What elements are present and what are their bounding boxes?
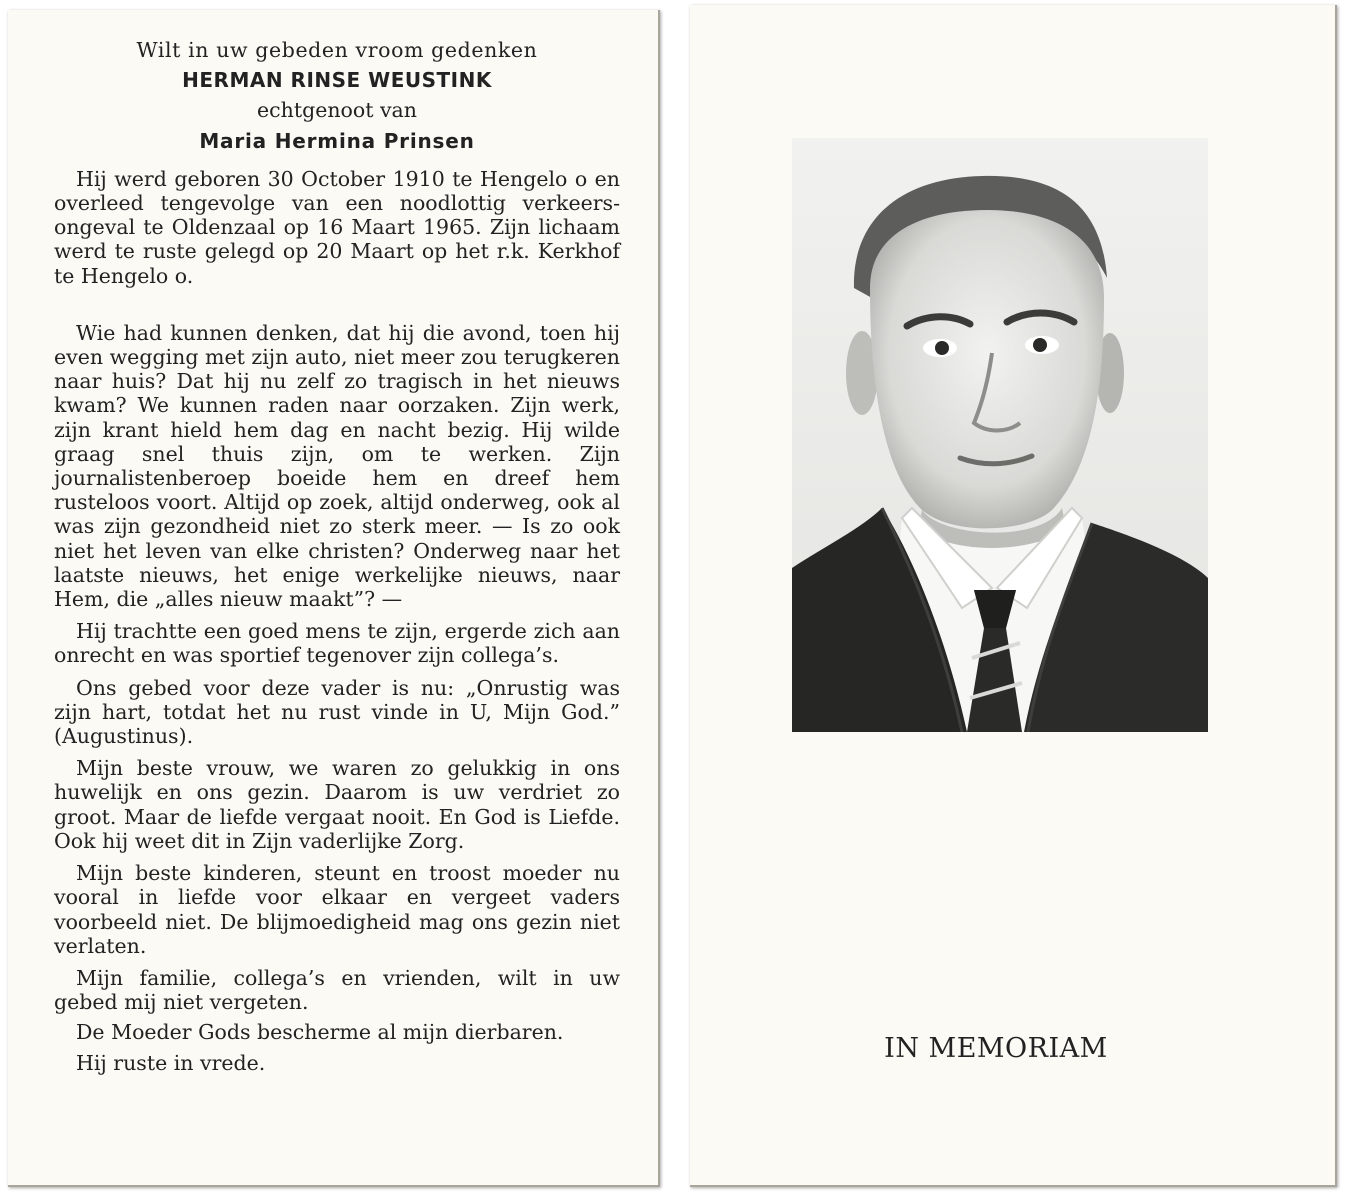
- deceased-name: HERMAN RINSE WEUSTINK: [182, 68, 492, 93]
- spouse-name: Maria Hermina Prinsen: [199, 128, 475, 153]
- intro-line: Wilt in uw gebeden vroom gedenken: [136, 38, 538, 62]
- closing-line: Hij ruste in vrede.: [76, 1050, 266, 1075]
- birth-paragraph: Hij werd geboren 30 October 1910 te Hengelo o en overleed tengevolge van een noodlottig verkeersongeval te Oldenzaal op 16 Maart 1965. Zijn lichaam werd te ruste gelegd op 20 Maart op het r.k. Kerkhof te Hengelo o.: [54, 166, 620, 288]
- portrait-illustration: [792, 138, 1208, 732]
- spouse-intro-line: echtgenoot van: [257, 98, 417, 123]
- paragraph-family: Mijn familie, collega’s en vrienden, wilt in uw gebed mij niet vergeten.: [54, 965, 620, 1015]
- text-column: [54, 38, 620, 1075]
- memorial-card-text-page: [8, 10, 660, 1187]
- in-memoriam-title: IN MEMORIAM: [884, 1033, 1108, 1064]
- paragraph-reflection: Wie had kunnen denken, dat hij die avond, toen hij even wegging met zijn auto, niet meer zou terugkeren naar huis? Dat hij nu zelf zo tragisch in het nieuws kwam? We kunnen raden naar oorzaken. Zijn werk, zijn krant hield hem dag en nacht bezig. Hij wilde graag snel thuis zijn, om te werken. Zijn journalistenberoep boeide hem en dreef hem rusteloos voort. Altijd op zoek, altijd onderweg, ook al was zijn gezondheid niet zo sterk meer. — Is zo ook niet het leven van elke christen? Onderweg naar het laatste nieuws, het enige werkelijke nieuws, naar Hem, die „alles nieuw maakt”? —: [54, 320, 620, 612]
- paragraph-mother-of-god: De Moeder Gods bescherme al mijn dierbaren.: [76, 1020, 564, 1045]
- paragraph-prayer: Ons gebed voor deze vader is nu: „Onrustig was zijn hart, totdat het nu rust vinde in U, Mijn God.” (Augustinus).: [54, 675, 620, 749]
- paragraph-children: Mijn beste kinderen, steunt en troost moeder nu vooral in liefde voor elkaar en vergeet vaders voorbeeld niet. De blijmoedigheid mag ons gezin niet verlaten.: [54, 861, 620, 958]
- portrait-photo: [792, 138, 1208, 732]
- paragraph-character: Hij trachtte een goed mens te zijn, ergerde zich aan onrecht en was sportief tegenover zijn collega’s.: [54, 619, 620, 668]
- paragraph-wife: Mijn beste vrouw, we waren zo gelukkig in ons huwelijk en ons gezin. Daarom is uw verdriet zo groot. Maar de liefde vergaat nooit. En God is Liefde. Ook hij weet dit in Zijn vaderlijke Zorg.: [54, 756, 620, 853]
- memorial-card-photo-page: [690, 5, 1337, 1187]
